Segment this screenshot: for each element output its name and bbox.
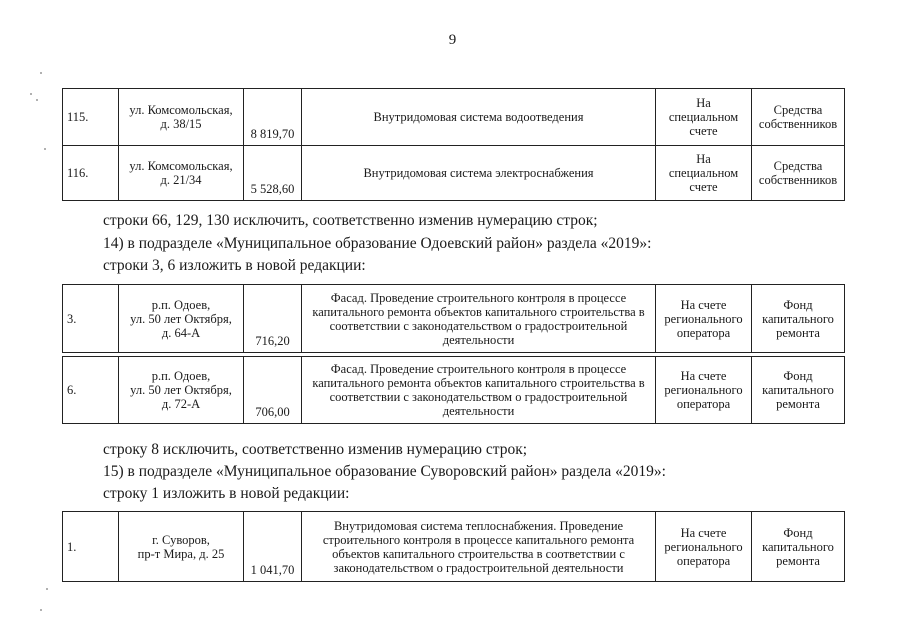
account-type-cell: На счете регионального оператора [656, 285, 752, 353]
page-number: 9 [448, 32, 457, 48]
scan-mark [44, 148, 46, 150]
paragraph-line: строки 3, 6 изложить в новой редакции: [103, 257, 366, 274]
table-row [63, 89, 845, 146]
amount-cell: 716,20 [244, 285, 302, 353]
address-cell: р.п. Одоев, ул. 50 лет Октября, д. 72-А [119, 357, 244, 424]
funding-source-cell: Фонд капитального ремонта [752, 512, 845, 582]
scan-mark [30, 93, 32, 95]
row-number-cell: 3. [63, 285, 119, 353]
row-number-cell: 116. [63, 146, 119, 201]
table-odoev-row-6 [62, 356, 845, 424]
funding-source-cell: Фонд капитального ремонта [752, 357, 845, 424]
amount-cell: 706,00 [244, 357, 302, 424]
row-number-cell: 115. [63, 89, 119, 146]
account-type-cell: На специальном счете [656, 146, 752, 201]
table-row [63, 357, 845, 424]
account-type-cell: На счете регионального оператора [656, 357, 752, 424]
funding-source-cell: Фонд капитального ремонта [752, 285, 845, 353]
scan-mark [40, 72, 42, 74]
paragraph-line: строки 66, 129, 130 исключить, соответственно изменив нумерацию строк; [103, 212, 598, 229]
address-cell: р.п. Одоев, ул. 50 лет Октября, д. 64-А [119, 285, 244, 353]
table-suvorov [62, 511, 845, 582]
table-row [63, 285, 845, 353]
amount-cell: 1 041,70 [244, 512, 302, 582]
address-cell: ул. Комсомольская, д. 21/34 [119, 146, 244, 201]
paragraph-line: 14) в подразделе «Муниципальное образование Одоевский район» раздела «2019»: [103, 235, 652, 252]
funding-source-cell: Средства собственников [752, 146, 845, 201]
paragraph-line: строку 8 исключить, соответственно изменив нумерацию строк; [103, 441, 528, 458]
work-description-cell: Фасад. Проведение строительного контроля в процессе капитального ремонта объектов капитального строительства в соответствии с законодательством о градостроительной деятельности [302, 285, 656, 353]
address-cell: г. Суворов, пр-т Мира, д. 25 [119, 512, 244, 582]
account-type-cell: На специальном счете [656, 89, 752, 146]
amount-cell: 5 528,60 [244, 146, 302, 201]
table-odoev-row-3 [62, 284, 845, 353]
amount-cell: 8 819,70 [244, 89, 302, 146]
table-row [63, 512, 845, 582]
work-description-cell: Внутридомовая система электроснабжения [302, 146, 656, 201]
paragraph-line: 15) в подразделе «Муниципальное образование Суворовский район» раздела «2019»: [103, 463, 666, 480]
table-row [63, 146, 845, 201]
scan-mark [46, 588, 48, 590]
paragraph-line: строку 1 изложить в новой редакции: [103, 485, 350, 502]
work-description-cell: Внутридомовая система теплоснабжения. Проведение строительного контроля в процессе капитального ремонта объектов капитального строительства в соответствии с законодательством о градостроительной деятельности [302, 512, 656, 582]
table-komsomolskaya [62, 88, 845, 201]
account-type-cell: На счете регионального оператора [656, 512, 752, 582]
scan-mark [36, 99, 38, 101]
row-number-cell: 1. [63, 512, 119, 582]
work-description-cell: Внутридомовая система водоотведения [302, 89, 656, 146]
funding-source-cell: Средства собственников [752, 89, 845, 146]
address-cell: ул. Комсомольская, д. 38/15 [119, 89, 244, 146]
row-number-cell: 6. [63, 357, 119, 424]
work-description-cell: Фасад. Проведение строительного контроля в процессе капитального ремонта объектов капитального строительства в соответствии с законодательством о градостроительной деятельности [302, 357, 656, 424]
scan-mark [40, 609, 42, 611]
